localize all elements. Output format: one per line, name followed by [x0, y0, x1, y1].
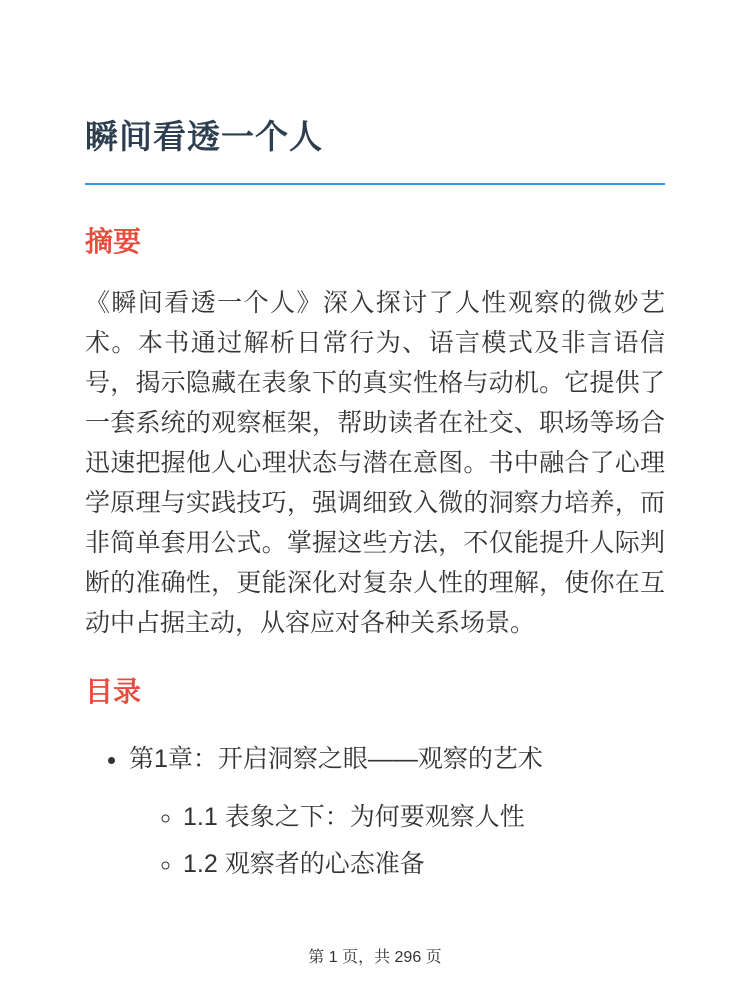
- page-title: 瞬间看透一个人: [85, 118, 665, 185]
- toc-list: [85, 745, 665, 878]
- toc-section-label: 1.1 表象之下：为何要观察人性: [183, 803, 525, 831]
- abstract-paragraph: 《瞬间看透一个人》深入探讨了人性观察的微妙艺术。本书通过解析日常行为、语言模式及非言语信号，揭示隐藏在表象下的真实性格与动机。它提供了一套系统的观察框架，帮助读者在社交、职场等场合迅速把握他人心理状态与潜在意图。书中融合了心理学原理与实践技巧，强调细致入微的洞察力培养，而非简单套用公式。掌握这些方法，不仅能提升人际判断的准确性，更能深化对复杂人性的理解，使你在互动中占据主动，从容应对各种关系场景。: [85, 289, 665, 637]
- toc-chapter-item: [129, 745, 665, 878]
- toc-section-label: 1.2 观察者的心态准备: [183, 850, 425, 878]
- toc-chapter-label: 第1章：开启洞察之眼——观察的艺术: [129, 745, 543, 773]
- abstract-heading: 摘要: [85, 226, 142, 257]
- page-number: 第 1 页，共 296 页: [308, 949, 442, 966]
- toc-sublist: [129, 803, 665, 878]
- toc-section-item: [183, 850, 665, 878]
- toc-heading: 目录: [85, 676, 142, 707]
- toc-section-item: [183, 803, 665, 831]
